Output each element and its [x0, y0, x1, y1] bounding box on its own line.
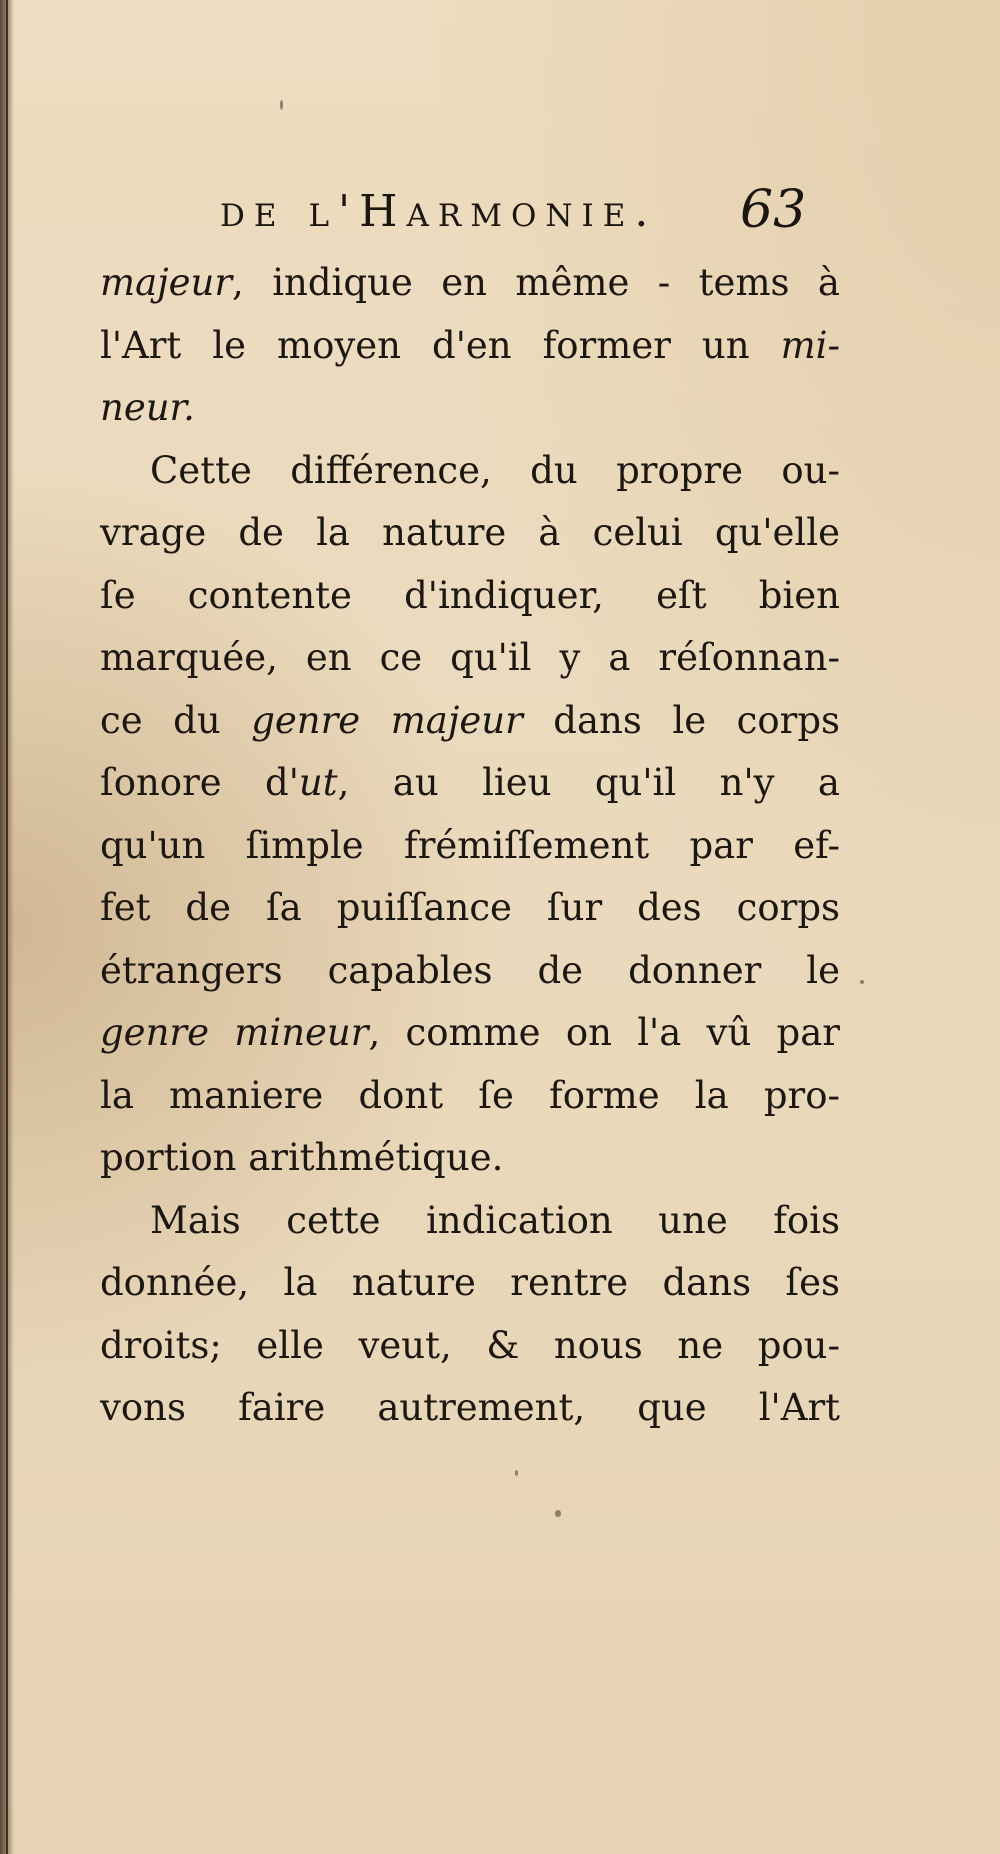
text-segment: la maniere dont ſe forme la pro- [100, 1073, 840, 1117]
text-line [100, 815, 840, 878]
text-segment: marquée, en ce qu'il y a réſonnan- [100, 636, 840, 679]
text-line [100, 752, 840, 815]
text-segment: donnée, la nature rentre dans ſes [100, 1261, 840, 1304]
text-segment: ce du [100, 698, 252, 742]
text-line [100, 1002, 840, 1065]
page-number: 63 [740, 180, 807, 240]
text-segment: qu'un ſimple frémiſſement par ef- [100, 823, 840, 867]
text-line [100, 502, 840, 565]
text-segment: vons faire autrement, que l'Art [100, 1386, 840, 1429]
body-text [100, 252, 840, 1440]
text-segment: dans le corps [522, 698, 841, 742]
text-segment: ſonore d' [100, 761, 299, 804]
text-line [100, 1315, 840, 1378]
paper-speck [515, 1470, 518, 1476]
text-segment: droits; elle veut, & nous ne pou- [100, 1323, 840, 1367]
italic-text-segment: ut [298, 761, 338, 804]
text-line [100, 377, 840, 440]
italic-text-segment: genre majeur [251, 698, 523, 742]
text-line [100, 877, 840, 940]
text-line [100, 440, 840, 503]
text-line [100, 1252, 840, 1315]
italic-text-segment: neur. [100, 386, 195, 429]
text-segment: l'Art le moyen d'en former un [100, 323, 781, 367]
text-line [100, 1065, 840, 1128]
text-segment: étrangers capables de donner le [100, 948, 840, 992]
italic-text-segment: majeur [100, 261, 233, 304]
text-line [100, 315, 840, 378]
text-line [100, 252, 840, 315]
italic-text-segment: genre mineur [100, 1011, 369, 1054]
text-segment: , comme on l'a vû par [368, 1011, 840, 1054]
text-segment: vrage de la nature à celui qu'elle [100, 511, 840, 554]
text-line [100, 690, 840, 753]
text-segment: Cette différence, du propre ou- [150, 448, 840, 492]
text-segment: Mais cette indication une fois [150, 1198, 840, 1242]
text-line [100, 940, 840, 1003]
paper-speck [280, 100, 283, 110]
text-line [100, 565, 840, 628]
text-segment: portion arithmétique. [100, 1136, 504, 1179]
paper-speck [555, 1510, 561, 1517]
binding-edge-line [6, 0, 8, 1854]
text-line [100, 1377, 840, 1440]
running-head-title: de l'Harmonie. [220, 186, 658, 237]
italic-text-segment: mi- [780, 323, 840, 367]
text-line [100, 627, 840, 690]
text-segment: , au lieu qu'il n'y a [337, 761, 840, 804]
text-line [100, 1190, 840, 1253]
text-segment: fet de ſa puiſſance ſur des corps [100, 886, 840, 929]
text-segment: , indique en même - tems à [232, 261, 840, 304]
running-head [120, 180, 840, 250]
text-line [100, 1127, 840, 1190]
text-segment: ſe contente d'indiquer, eſt bien [100, 573, 840, 617]
paper-speck [860, 980, 864, 984]
